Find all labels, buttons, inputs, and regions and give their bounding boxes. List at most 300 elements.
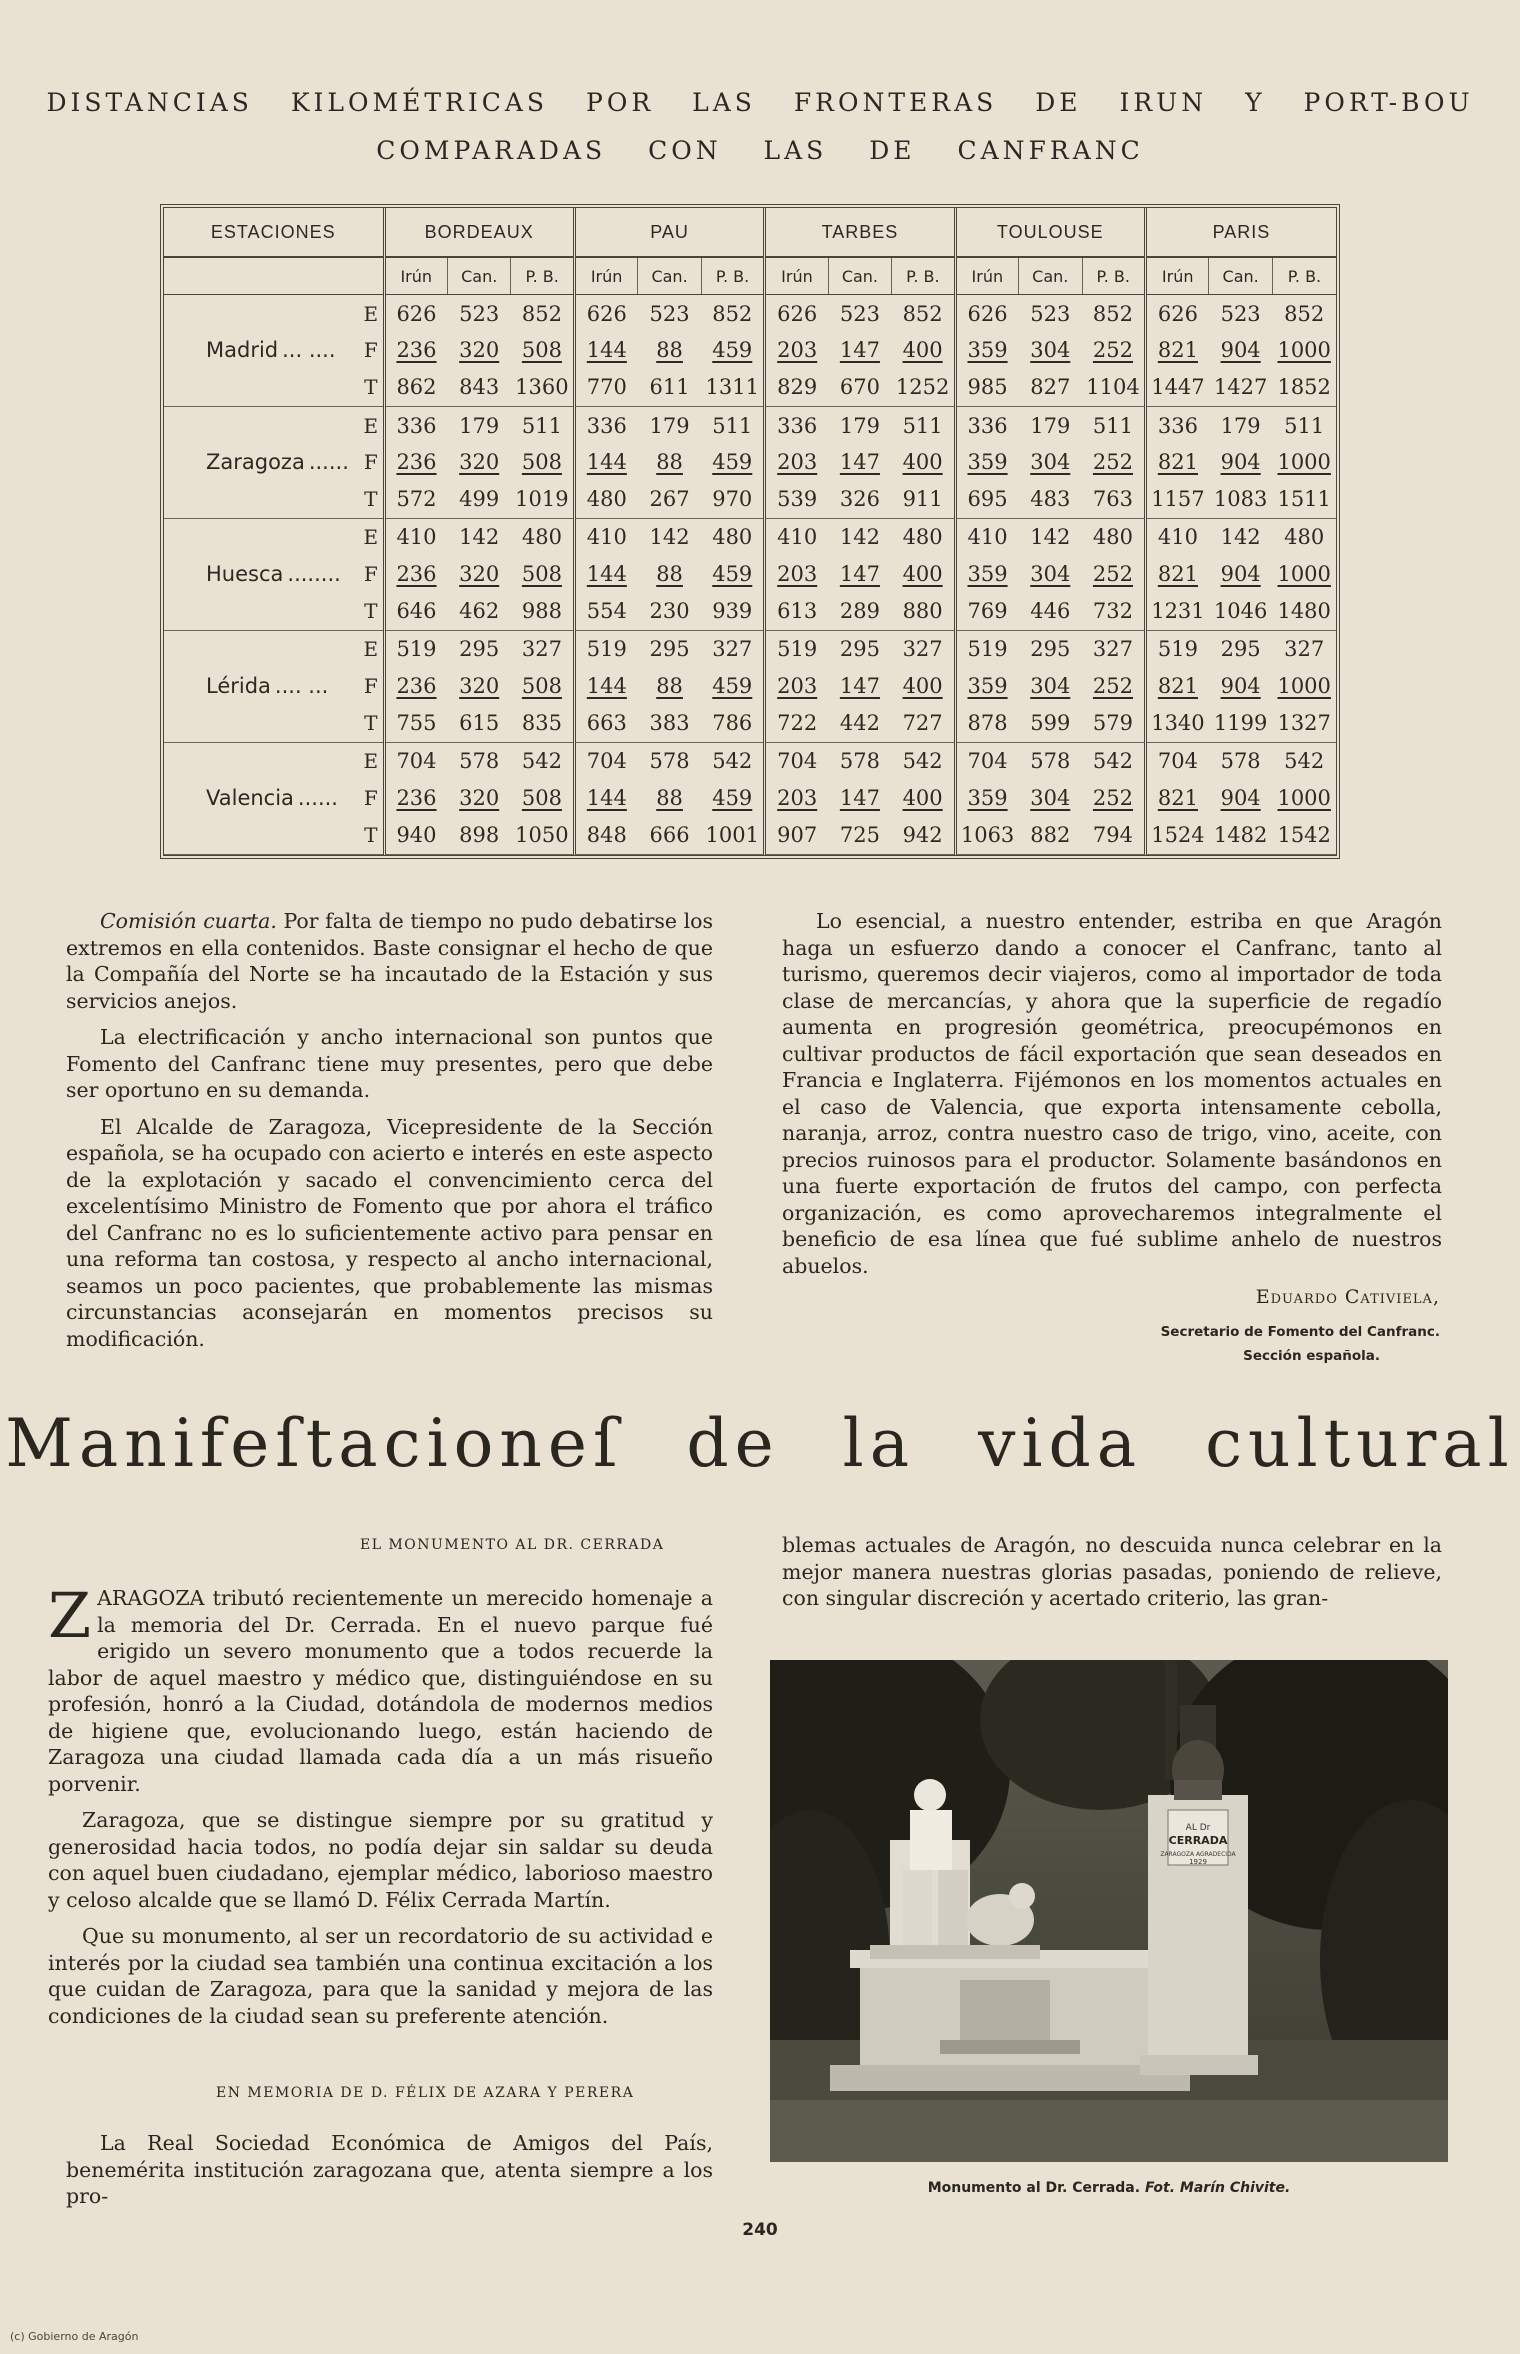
distance-cell: 523 [459,301,500,326]
distance-cell: 203 [765,332,828,369]
group-header: TARBES [765,208,955,257]
distance-cell: 179 [1030,413,1071,438]
paragraph [66,908,713,1014]
distance-cell: 985 [955,369,1018,407]
distance-cell: 579 [1082,705,1145,743]
row-type-letter: F [363,674,378,699]
page-number: 240 [742,2220,778,2240]
distance-cell: 1199 [1209,705,1272,743]
row-type-letter: E [363,749,379,774]
distance-cell: 523 [839,301,880,326]
distance-cell: 1340 [1145,705,1208,743]
distance-cell: 179 [649,413,690,438]
station-name [164,742,359,854]
table-title-line2: COMPARADAS CON LAS DE CANFRANC [376,136,1144,165]
distance-cell: 320 [459,562,500,587]
distance-cell: 442 [828,705,891,743]
distance-cell: 236 [384,332,447,369]
distance-cell: 359 [955,556,1018,593]
distance-cell: 578 [459,749,500,774]
distance-cell: 144 [574,668,637,705]
distance-cell: 878 [955,705,1018,743]
distance-cell: 203 [765,444,828,481]
distance-cell: 410 [955,518,1018,556]
distance-cell: 327 [902,637,943,662]
paragraph-text: Por falta de tiempo no pudo debatirse los extremos en ella contenidos. Baste consignar el hecho de que la Compañía del Norte se ha incautado de la Estación y sus servicios anejos. [66,909,713,1013]
row-type-letter: T [359,705,384,743]
distance-cell: 508 [521,786,562,811]
caption-text: Monumento al Dr. Cerrada. [927,2180,1141,2196]
plaque-text: 1929 [1189,1858,1207,1866]
distance-cell: 179 [459,413,500,438]
distance-cell: 203 [765,668,828,705]
distance-cell: 320 [459,674,500,699]
paragraph: Zaragoza, que se distingue siempre por su gratitud y generosidad hacia todos, no podía dejar sin saldar su deuda con aquel buen ciudadano, ejemplar médico, laborioso maestro y celoso alcalde que se llamó D. Félix Cerrada Martín. [48,1808,713,1912]
paragraph: Lo esencial, a nuestro entender, estriba en que Aragón haga un esfuerzo dando a conocer el Canfranc, tanto al turismo, queremos decir viajeros, como al importador de toda clase de mercancías, y ahora que la superficie de regadío aumenta en progresión geométrica, preocupémonos en cultivar productos de fácil exportación que sean deseados en Francia e Inglaterra. Fijémonos en los momentos actuales en el caso de Valencia, que exporta intensamente cebolla, naranja, arroz, contra nuestro caso de trigo, vino, aceite, con precios ruinosos para el productor. Solamente basándonos en una fuerte exportación de frutos del campo, con perfecta organización, es como aprovecharemos integralmente el beneficio de esa línea que fué sublime anhelo de nuestros abuelos. [782,909,1442,1278]
paragraph: El Alcalde de Zaragoza, Vicepresidente de la Sección española, se ha ocupado con acierto e interés en este aspecto de la explotación y sacado el convencimiento cerca del excelentísimo Ministro de Fomento que por ahora el tráfico del Canfranc no es lo suficientemente activo para pensar en una reforma tan costosa, y respecto al ancho internacional, seamos un poco pacientes, que probablemente las mismas circunstancias aconsejarán en momentos precisos su modificación. [66,1114,713,1351]
group-header: PAU [574,208,764,257]
distance-cell: 304 [1030,786,1071,811]
station-name [164,518,359,630]
distance-cell: 1000 [1277,450,1331,475]
station-name [164,295,359,407]
distance-cell: 359 [955,668,1018,705]
distance-cell: 511 [712,413,753,438]
station-dots: ........ [287,562,341,587]
station-dots: .... ... [274,674,329,699]
distance-cell: 459 [712,562,753,587]
italic-lead: Comisión cuarta. [100,909,277,933]
distance-cell: 904 [1220,338,1261,363]
row-type-letter: T [359,481,384,519]
distance-cell: 88 [656,450,683,475]
distance-cell: 821 [1145,332,1208,369]
distance-cell: 542 [902,749,943,774]
distance-cell: 1427 [1209,369,1272,407]
distance-cell: 252 [1092,674,1134,699]
distance-cell: 147 [839,338,880,363]
distance-cell: 203 [765,556,828,593]
distance-cell: 794 [1082,817,1145,855]
distance-cell: 446 [1019,593,1082,631]
distance-cell: 252 [1092,450,1134,475]
table-title-line1: DISTANCIAS KILOMÉTRICAS POR LAS FRONTERAS DE IRUN Y PORT-BOU [46,88,1474,117]
distance-cell: 1000 [1277,786,1331,811]
distance-cell: 615 [447,705,510,743]
distance-cell: 646 [384,593,447,631]
article-heading: EL MONUMENTO AL DR. CERRADA [360,1537,665,1553]
distance-cell: 88 [656,674,683,699]
paragraph: La electrificación y ancho internacional son puntos que Fomento del Canfranc tiene muy presentes, pero que debe ser oportuno en su demanda. [66,1025,713,1102]
table-subheader-row [164,257,1336,295]
station-label: Zaragoza [206,450,305,475]
distance-cell: 554 [574,593,637,631]
subheader-cell: P. B. [1272,257,1336,295]
distance-cell: 852 [902,301,943,326]
subheader-blank [164,257,384,295]
distance-cell: 480 [1092,525,1134,550]
distance-cell: 821 [1145,556,1208,593]
distance-cell: 704 [384,742,447,780]
distance-cell: 295 [459,637,500,662]
distance-cell: 327 [1092,637,1134,662]
plaque-text: ZARAGOZA AGRADECIDA [1160,1851,1236,1858]
distance-cell: 144 [574,332,637,369]
table-header-row [164,208,1336,257]
distance-cell: 827 [1019,369,1082,407]
distance-cell: 1360 [511,369,574,407]
paragraph: Que su monumento, al ser un recordatorio de su actividad e interés por la ciudad sea también una continua excitación a los que cuidan de Zaragoza, para que la sanidad y mejora de las condiciones de la ciudad sean su preferente atención. [48,1924,713,2028]
distance-cell: 326 [828,481,891,519]
distance-cell: 462 [447,593,510,631]
row-type-letter: F [363,338,378,363]
distance-cell: 295 [649,637,690,662]
distance-cell: 1157 [1145,481,1208,519]
distance-cell: 236 [384,556,447,593]
distance-cell: 1046 [1209,593,1272,631]
distance-cell: 670 [828,369,891,407]
distance-cell: 410 [384,518,447,556]
station-label: Huesca [206,562,284,587]
distance-cell: 704 [765,742,828,780]
distance-cell: 988 [511,593,574,631]
left-column-text [66,908,713,1362]
distance-cell: 508 [521,562,562,587]
row-type-letter: T [359,593,384,631]
distance-cell: 88 [656,562,683,587]
distance-cell: 203 [765,780,828,817]
paragraph-text: tributó recientemente un merecido homenaje a la memoria del Dr. Cerrada. En el nuevo parque fué erigido un severo monumento que a todos recuerde la labor de aquel maestro y médico que, distinguiéndose en su profesión, honró a la Ciudad, dotándola de modernos medios de higiene que, evolucionando luego, están haciendo de Zaragoza una ciudad llamada cada día a un más risueño porvenir. [48,1586,713,1796]
distance-cell: 572 [384,481,447,519]
distance-cell: 336 [955,406,1018,444]
distance-cell: 763 [1082,481,1145,519]
row-type-letter: E [363,525,379,550]
station-label: Valencia [206,786,294,811]
distance-cell: 142 [839,525,880,550]
paragraph: La Real Sociedad Económica de Amigos del País, benemérita institución zaragozana que, atenta siempre a los pro- [66,2131,713,2208]
distance-cell: 519 [1145,630,1208,668]
table-body [164,295,1336,855]
distance-cell: 1000 [1277,338,1331,363]
distance-cell: 336 [1145,406,1208,444]
distance-cell: 327 [712,637,753,662]
distance-cell: 848 [574,817,637,855]
station-label: Lérida [206,674,271,699]
distance-cell: 508 [521,338,562,363]
distance-cell: 862 [384,369,447,407]
distance-cell: 904 [1220,562,1261,587]
distance-cell: 769 [955,593,1018,631]
distance-cell: 821 [1145,444,1208,481]
distance-cell: 523 [649,301,690,326]
distance-cell: 1252 [892,369,955,407]
distance-cell: 359 [955,780,1018,817]
article1-text [48,1579,713,2039]
distance-cell: 400 [902,562,943,587]
distance-cell: 578 [649,749,690,774]
distance-cell: 144 [574,780,637,817]
distance-cell: 904 [1220,786,1261,811]
distance-cell: 722 [765,705,828,743]
group-header: TOULOUSE [955,208,1145,257]
distance-cell: 267 [638,481,701,519]
distance-cell: 400 [902,674,943,699]
subheader-cell: Irún [574,257,637,295]
distance-cell: 480 [521,525,562,550]
distance-cell: 852 [1092,301,1134,326]
distance-cell: 236 [384,780,447,817]
caption-credit: Fot. Marín Chivite. [1144,2180,1291,2196]
distance-cell: 852 [712,301,753,326]
distance-cell: 970 [701,481,764,519]
distance-cell: 179 [839,413,880,438]
distance-cell: 821 [1145,668,1208,705]
distance-cell: 480 [574,481,637,519]
station-name [164,406,359,518]
row-type-letter: E [363,301,379,326]
distance-cell: 410 [574,518,637,556]
article2-text [66,2130,713,2220]
distance-cell: 904 [1220,674,1261,699]
distance-cell: 508 [521,450,562,475]
subheader-cell: P. B. [892,257,955,295]
distance-cell: 1524 [1145,817,1208,855]
distance-cell: 1542 [1272,817,1336,855]
distance-cell: 613 [765,593,828,631]
group-header: BORDEAUX [384,208,574,257]
distance-cell: 1511 [1272,481,1336,519]
subheader-cell: Can. [1019,257,1082,295]
table-row [164,630,1336,668]
paragraph: blemas actuales de Aragón, no descuida nunca celebrar en la mejor manera nuestras glorias pasadas, poniendo de relieve, con singular discreción y acertado criterio, las gran- [782,1533,1442,1610]
distance-cell: 236 [384,444,447,481]
distance-cell: 835 [511,705,574,743]
distance-cell: 179 [1220,413,1261,438]
distance-cell: 663 [574,705,637,743]
distance-cell: 295 [839,637,880,662]
distance-cell: 410 [765,518,828,556]
distance-cell: 1050 [511,817,574,855]
distance-cell: 383 [638,705,701,743]
plaque-text: CERRADA [1168,1834,1228,1847]
distance-cell: 695 [955,481,1018,519]
distance-cell: 1311 [701,369,764,407]
distance-cell: 483 [1019,481,1082,519]
distance-cell: 852 [521,301,562,326]
article-heading: EN MEMORIA DE D. FÉLIX DE AZARA Y PERERA [216,2085,635,2101]
distance-table [164,208,1336,855]
distance-cell: 147 [839,562,880,587]
distance-cell: 727 [892,705,955,743]
distance-cell: 480 [712,525,753,550]
distance-cell: 626 [384,295,447,333]
monument-photo [770,1660,1448,2162]
distance-cell: 1231 [1145,593,1208,631]
distance-cell: 511 [1092,413,1134,438]
subheader-cell: Can. [447,257,510,295]
distance-cell: 459 [712,450,753,475]
distance-cell: 821 [1145,780,1208,817]
subheader-cell: Irún [955,257,1018,295]
distance-cell: 144 [574,444,637,481]
distance-cell: 359 [955,444,1018,481]
table-row [164,406,1336,444]
distance-cell: 1000 [1277,562,1331,587]
distance-cell: 295 [1030,637,1071,662]
table-row [164,295,1336,333]
distance-cell: 400 [902,786,943,811]
distance-cell: 539 [765,481,828,519]
distance-cell: 523 [1030,301,1071,326]
subheader-cell: P. B. [511,257,574,295]
distance-cell: 304 [1030,450,1071,475]
distance-cell: 770 [574,369,637,407]
distance-cell: 852 [1284,301,1325,326]
distance-cell: 755 [384,705,447,743]
distance-cell: 230 [638,593,701,631]
distance-cell: 327 [1284,637,1325,662]
distance-cell: 480 [1284,525,1325,550]
distance-cell: 519 [384,630,447,668]
distance-cell: 904 [1220,450,1261,475]
row-type-letter: E [363,637,379,662]
subheader-cell: P. B. [1082,257,1145,295]
distance-cell: 511 [902,413,943,438]
distance-cell: 939 [701,593,764,631]
distance-cell: 236 [384,668,447,705]
distance-cell: 725 [828,817,891,855]
distance-cell: 320 [459,786,500,811]
subheader-cell: Irún [384,257,447,295]
distance-cell: 704 [1145,742,1208,780]
plaque-text: AL Dr [1185,1823,1211,1833]
distance-cell: 336 [765,406,828,444]
row-type-letter: F [363,562,378,587]
distance-cell: 519 [765,630,828,668]
distance-cell: 519 [955,630,1018,668]
distance-table-frame [160,204,1340,859]
distance-cell: 626 [765,295,828,333]
station-dots: ... .... [282,338,336,363]
distance-cell: 459 [712,674,753,699]
drop-cap: Z [48,1579,92,1652]
distance-cell: 511 [1284,413,1325,438]
table-row [164,742,1336,780]
distance-cell: 252 [1092,786,1134,811]
distance-cell: 1327 [1272,705,1336,743]
distance-cell: 88 [656,786,683,811]
distance-cell: 542 [1284,749,1325,774]
distance-cell: 843 [447,369,510,407]
distance-cell: 940 [384,817,447,855]
distance-cell: 142 [1220,525,1261,550]
subheader-cell: Irún [765,257,828,295]
distance-cell: 144 [574,556,637,593]
subheader-cell: Can. [638,257,701,295]
distance-cell: 304 [1030,562,1071,587]
distance-cell: 359 [955,332,1018,369]
distance-cell: 327 [521,637,562,662]
distance-cell: 142 [649,525,690,550]
paragraph [48,1579,713,1797]
distance-cell: 295 [1220,637,1261,662]
distance-cell: 611 [638,369,701,407]
distance-cell: 142 [1030,525,1071,550]
distance-cell: 542 [521,749,562,774]
distance-cell: 732 [1082,593,1145,631]
distance-cell: 459 [712,786,753,811]
distance-cell: 88 [656,338,683,363]
distance-cell: 1447 [1145,369,1208,407]
distance-cell: 542 [712,749,753,774]
distance-cell: 336 [574,406,637,444]
distance-cell: 400 [902,450,943,475]
distance-cell: 599 [1019,705,1082,743]
distance-cell: 1852 [1272,369,1336,407]
distance-cell: 704 [574,742,637,780]
distance-cell: 907 [765,817,828,855]
subheader-cell: Can. [828,257,891,295]
distance-cell: 1063 [955,817,1018,855]
row-type-letter: T [359,817,384,855]
distance-cell: 898 [447,817,510,855]
signature-role-line: Sección española. [1243,1348,1380,1364]
distance-cell: 336 [384,406,447,444]
distance-cell: 1000 [1277,674,1331,699]
distance-cell: 304 [1030,674,1071,699]
distance-cell: 480 [902,525,943,550]
distance-cell: 704 [955,742,1018,780]
distance-cell: 786 [701,705,764,743]
distance-cell: 511 [521,413,562,438]
row-type-letter: T [359,369,384,407]
signature-role [1040,1320,1440,1368]
distance-cell: 626 [955,295,1018,333]
distance-cell: 320 [459,450,500,475]
right-column-text [782,908,1442,1289]
distance-cell: 400 [902,338,943,363]
distance-cell: 666 [638,817,701,855]
subheader-cell: P. B. [701,257,764,295]
distance-cell: 523 [1220,301,1261,326]
distance-cell: 142 [459,525,500,550]
distance-cell: 1083 [1209,481,1272,519]
distance-cell: 578 [1030,749,1071,774]
signature-role-line: Secretario de Fomento del Canfranc. [1160,1324,1440,1340]
distance-cell: 410 [1145,518,1208,556]
distance-cell: 459 [712,338,753,363]
group-header: PARIS [1145,208,1336,257]
distance-cell: 1104 [1082,369,1145,407]
distance-cell: 578 [839,749,880,774]
station-dots: ...... [308,450,349,475]
distance-cell: 626 [1145,295,1208,333]
subheader-cell: Can. [1209,257,1272,295]
distance-cell: 320 [459,338,500,363]
distance-cell: 508 [521,674,562,699]
right-column-continuation [782,1532,1442,1622]
row-type-letter: E [363,413,379,438]
copyright-footer: (c) Gobierno de Aragón [10,2330,139,2343]
distance-cell: 252 [1092,338,1134,363]
distance-cell: 304 [1030,338,1071,363]
distance-cell: 147 [839,786,880,811]
monument-photo-illustration [770,1660,1448,2162]
distance-cell: 499 [447,481,510,519]
station-name [164,630,359,742]
distance-cell: 578 [1220,749,1261,774]
signature-name: Eduardo Cativiela, [1255,1286,1440,1308]
